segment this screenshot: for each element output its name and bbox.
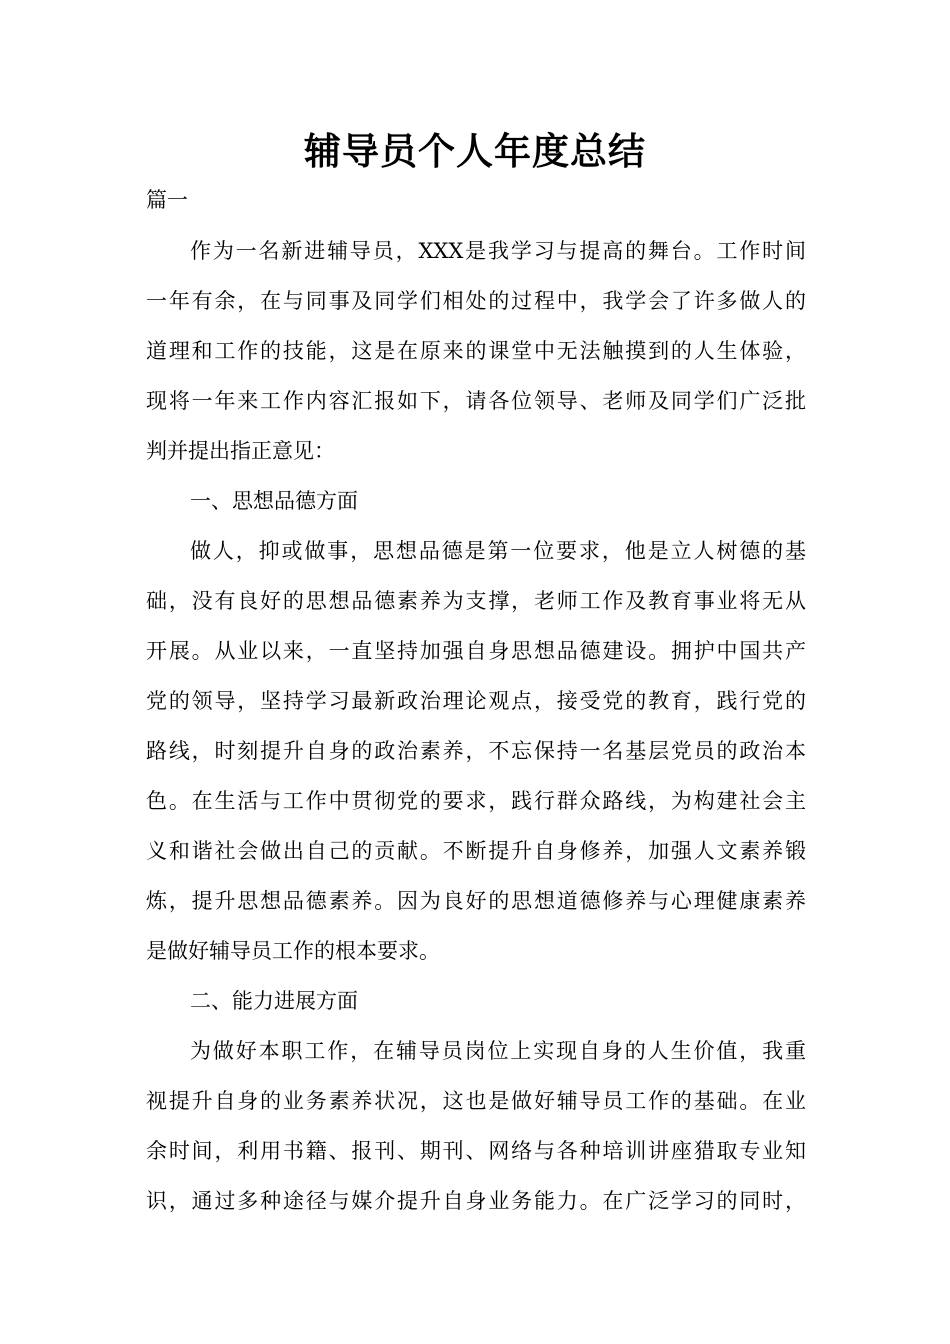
section-label: 篇一 [146,188,188,212]
text-line: 一、思想品德方面 [190,489,358,513]
text-line: 余时间，利用书籍、报刊、期刊、网络与各种培训讲座猎取专业知 [146,1139,806,1163]
text-line: 为做好本职工作，在辅导员岗位上实现自身的人生价值，我重 [190,1039,806,1063]
text-line: 炼，提升思想品德素养。因为良好的思想道德修养与心理健康素养 [146,889,806,913]
text-line: 判并提出指正意见： [146,439,335,463]
document-body [146,226,806,1226]
text-line: 党的领导，坚持学习最新政治理论观点，接受党的教育，践行党的 [146,689,806,713]
text-line: 作为一名新进辅导员，XXX是我学习与提高的舞台。工作时间 [190,239,806,263]
text-line: 现将一年来工作内容汇报如下，请各位领导、老师及同学们广泛批 [146,389,806,413]
text-line: 础，没有良好的思想品德素养为支撑，老师工作及教育事业将无从 [146,589,806,613]
document-title: 辅导员个人年度总结 [304,130,646,173]
text-line: 识，通过多种途径与媒介提升自身业务能力。在广泛学习的同时， [146,1189,806,1213]
text-line: 义和谐社会做出自己的贡献。不断提升自身修养，加强人文素养锻 [146,839,806,863]
text-line: 开展。从业以来，一直坚持加强自身思想品德建设。拥护中国共产 [146,639,806,663]
text-line: 二、能力进展方面 [190,989,358,1013]
text-line: 是做好辅导员工作的根本要求。 [146,939,440,963]
text-line: 一年有余，在与同事及同学们相处的过程中，我学会了许多做人的 [146,289,806,313]
text-line: 色。在生活与工作中贯彻党的要求，践行群众路线，为构建社会主 [146,789,806,813]
text-line: 路线，时刻提升自身的政治素养，不忘保持一名基层党员的政治本 [146,739,806,763]
text-line: 做人，抑或做事，思想品德是第一位要求，他是立人树德的基 [190,539,806,563]
text-line: 视提升自身的业务素养状况，这也是做好辅导员工作的基础。在业 [146,1089,806,1113]
text-line: 道理和工作的技能，这是在原来的课堂中无法触摸到的人生体验， [146,339,806,363]
